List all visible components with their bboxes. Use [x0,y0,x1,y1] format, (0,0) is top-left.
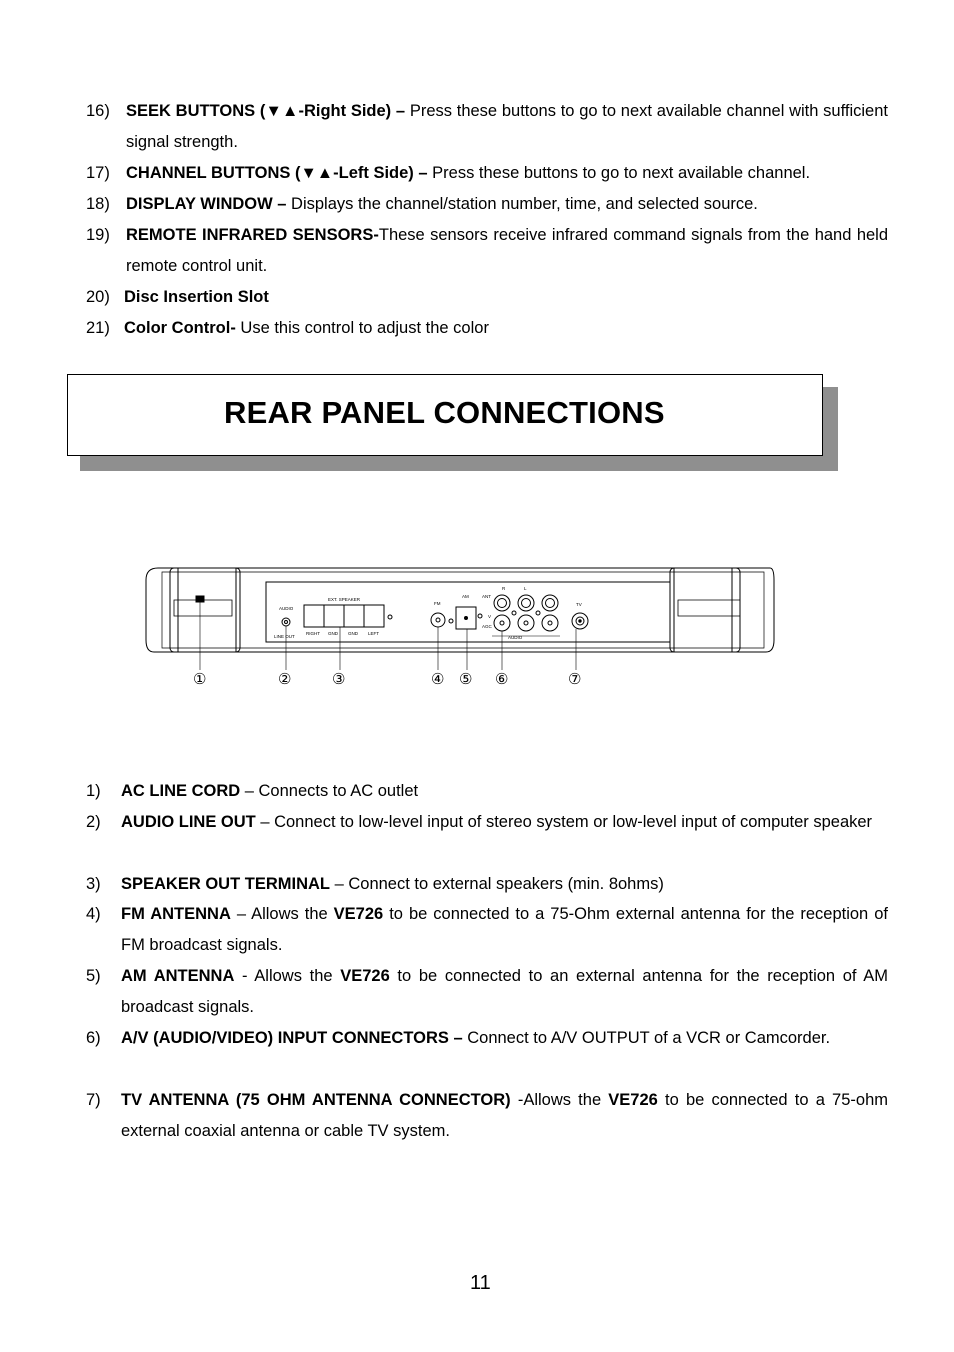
callout-3: ③ [332,671,346,688]
item-label: REMOTE INFRARED SENSORS- [126,226,379,244]
item-label: AC LINE CORD [121,782,241,800]
list-item [86,96,888,158]
item-label: DISPLAY WINDOW – [126,195,287,213]
item-text: to be connected to an external antenna for the reception of AM broadcast signals. [121,967,888,1016]
item-text: to be connected to a 75-Ohm external antenna for the reception of FM broadcast signals. [121,905,888,954]
list-item [86,313,888,344]
callout-2: ② [278,671,292,688]
item-label: FM ANTENNA [121,905,231,923]
ant-label: ANT [482,594,491,599]
list-item [86,807,888,838]
list-item [86,282,888,313]
item-number: 3) [86,875,101,893]
callout-5: ⑤ [459,671,473,688]
list-item [86,776,888,807]
item-label: AM ANTENNA [121,967,235,985]
item-text: to be connected to a 75-ohm external coaxial antenna or cable TV system. [121,1091,888,1140]
item-number: 7) [86,1091,101,1109]
item-label: Color Control- [124,319,236,337]
item-text: – Connects to AC outlet [240,782,419,800]
item-text: Displays the channel/station number, time, and selected source. [286,195,758,213]
list-item [86,1085,888,1147]
item-text: Press these buttons to go to next available channel. [427,164,811,182]
item-text: Press these buttons to go to next available channel with sufficient signal strength. [126,102,888,151]
item-number: 2) [86,813,101,831]
item-number: 20) [86,288,110,306]
ext-speaker-label: EXT. SPEAKER [328,597,361,602]
audio-label: AUDIO [279,606,294,611]
tv-label: TV [576,602,582,607]
item-label: SEEK BUTTONS (▼▲-Right Side) – [126,102,406,120]
item-number: 5) [86,967,101,985]
callout-4: ④ [431,671,445,688]
item-text: These sensors receive infrared command signals from the hand held remote control unit. [126,226,889,275]
list-item [86,189,888,220]
item-text: Connect to A/V OUTPUT of a VCR or Camcorder. [462,1029,831,1047]
left-label: LEFT [368,631,380,636]
list-item [86,220,888,282]
model-name: VE726 [333,905,384,923]
am-label: AM [462,594,469,599]
section-title-box [67,374,823,456]
l-label: L [524,586,527,591]
list-item [86,158,888,189]
agc-label: AGC [482,624,492,629]
list-item [86,961,888,1023]
item-number: 4) [86,905,101,923]
callout-1: ① [193,671,207,688]
audio-label: AUDIO [508,635,523,640]
item-label: CHANNEL BUTTONS (▼▲-Left Side) – [126,164,428,182]
model-name: VE726 [608,1091,658,1109]
section-title: REAR PANEL CONNECTIONS [224,395,665,430]
item-text: - Allows the [234,967,341,985]
list-item [86,1023,888,1054]
item-number: 21) [86,319,110,337]
v-label: V [488,614,492,619]
item-number: 19) [86,226,110,244]
item-label: SPEAKER OUT TERMINAL [121,875,331,893]
page-number: 11 [470,1272,491,1294]
item-label: A/V (AUDIO/VIDEO) INPUT CONNECTORS – [121,1029,463,1047]
item-number: 1) [86,782,101,800]
fm-label: FM [434,601,441,606]
callout-7: ⑦ [568,671,582,688]
callout-6: ⑥ [495,671,509,688]
r-label: R [502,586,506,591]
item-number: 16) [86,102,110,120]
model-name: VE726 [340,967,390,985]
right-label: RIGHT [306,631,320,636]
item-text: – Connect to low-level input of stereo system or low-level input of computer speaker [255,813,873,831]
item-label: TV ANTENNA (75 OHM ANTENNA CONNECTOR) [121,1091,511,1109]
item-number: 17) [86,164,110,182]
list-item [86,899,888,961]
gnd-label: GND [328,631,338,636]
rear-panel-diagram [140,560,780,700]
line-out-label: LINE OUT [274,634,295,639]
item-text: – Allows the [230,905,334,923]
item-label: AUDIO LINE OUT [121,813,256,831]
item-text: -Allows the [510,1091,609,1109]
item-label: Disc Insertion Slot [124,288,269,306]
item-number: 18) [86,195,110,213]
item-number: 6) [86,1029,101,1047]
list-item [86,869,888,900]
item-text: – Connect to external speakers (min. 8ohms) [330,875,664,893]
gnd-label: GND [348,631,358,636]
item-text: Use this control to adjust the color [235,319,489,337]
